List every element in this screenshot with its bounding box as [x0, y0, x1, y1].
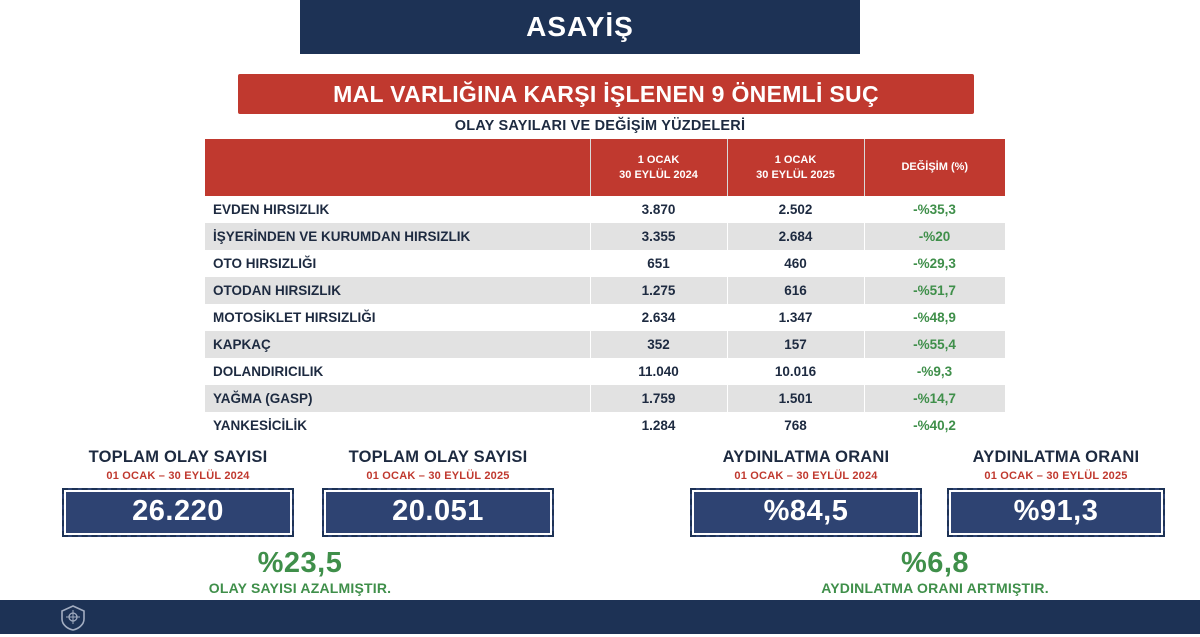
cell-2025: 616 [727, 277, 864, 304]
section-banner [238, 74, 974, 114]
table-row [205, 250, 1005, 277]
table-header-row [205, 139, 1005, 196]
cell-2025: 1.501 [727, 385, 864, 412]
kpi-clearance-rate-2025 [947, 448, 1165, 537]
column-header-change-line1: DEĞİŞİM (%) [901, 161, 969, 174]
footnote-incident-decrease [120, 548, 480, 596]
cell-2024: 1.759 [590, 385, 727, 412]
cell-2025: 157 [727, 331, 864, 358]
cell-offense: OTO HIRSIZLIĞI [205, 250, 590, 277]
footnote-clearance-increase [725, 548, 1145, 596]
table-row [205, 358, 1005, 385]
column-header-2025-line2: 30 EYLÜL 2025 [756, 168, 835, 181]
page-title: ASAYİŞ [526, 11, 634, 42]
statistics-table [205, 139, 1006, 439]
cell-change: -%48,9 [864, 304, 1005, 331]
cell-2024: 651 [590, 250, 727, 277]
statistics-table-container [205, 139, 1005, 439]
column-header-2025-line1: 1 OCAK [774, 153, 817, 166]
table-row [205, 304, 1005, 331]
table-row [205, 223, 1005, 250]
cell-change: -%29,3 [864, 250, 1005, 277]
footer-bar [0, 600, 1200, 634]
kpi-title: AYDINLATMA ORANI [972, 448, 1140, 466]
cell-2025: 1.347 [727, 304, 864, 331]
cell-2025: 768 [727, 412, 864, 439]
cell-change: -%14,7 [864, 385, 1005, 412]
cell-change: -%55,4 [864, 331, 1005, 358]
kpi-date-range: 01 OCAK – 30 EYLÜL 2025 [984, 470, 1128, 482]
cell-offense: YAĞMA (GASP) [205, 385, 590, 412]
left-margin [0, 0, 10, 634]
cell-2025: 10.016 [727, 358, 864, 385]
cell-change: -%51,7 [864, 277, 1005, 304]
column-header-2024-line1: 1 OCAK [637, 153, 680, 166]
column-header-2024-line2: 30 EYLÜL 2024 [619, 168, 698, 181]
header-banner [300, 0, 860, 54]
table-body [205, 196, 1005, 439]
cell-change: -%9,3 [864, 358, 1005, 385]
cell-2024: 1.284 [590, 412, 727, 439]
cell-2024: 3.355 [590, 223, 727, 250]
cell-offense: MOTOSİKLET HIRSIZLIĞI [205, 304, 590, 331]
cell-2024: 2.634 [590, 304, 727, 331]
cell-offense: DOLANDIRICILIK [205, 358, 590, 385]
kpi-clearance-rate-2024 [690, 448, 922, 537]
kpi-date-range: 01 OCAK – 30 EYLÜL 2024 [106, 470, 250, 482]
cell-offense: KAPKAÇ [205, 331, 590, 358]
kpi-total-incidents-2025 [322, 448, 554, 537]
cell-offense: EVDEN HIRSIZLIK [205, 196, 590, 223]
cell-2024: 352 [590, 331, 727, 358]
footnote-value: %23,5 [257, 547, 343, 579]
column-header-2024 [590, 139, 727, 196]
cell-offense: İŞYERİNDEN VE KURUMDAN HIRSIZLIK [205, 223, 590, 250]
table-row [205, 385, 1005, 412]
cell-2024: 1.275 [590, 277, 727, 304]
kpi-date-range: 01 OCAK – 30 EYLÜL 2024 [734, 470, 878, 482]
table-row [205, 277, 1005, 304]
emblem-icon [58, 604, 88, 632]
kpi-value: %84,5 [690, 488, 922, 537]
table-row [205, 331, 1005, 358]
cell-change: -%40,2 [864, 412, 1005, 439]
cell-2025: 2.502 [727, 196, 864, 223]
section-banner-text: MAL VARLIĞINA KARŞI İŞLENEN 9 ÖNEMLİ SUÇ [333, 80, 879, 107]
table-row [205, 412, 1005, 439]
kpi-value: %91,3 [947, 488, 1165, 537]
cell-2024: 11.040 [590, 358, 727, 385]
footnote-text: AYDINLATMA ORANI ARTMIŞTIR. [821, 580, 1049, 597]
kpi-date-range: 01 OCAK – 30 EYLÜL 2025 [366, 470, 510, 482]
cell-2025: 2.684 [727, 223, 864, 250]
kpi-title: AYDINLATMA ORANI [722, 448, 890, 466]
table-row [205, 196, 1005, 223]
footnote-text: OLAY SAYISI AZALMIŞTIR. [208, 580, 392, 597]
kpi-title: TOPLAM OLAY SAYISI [88, 448, 268, 466]
kpi-total-incidents-2024 [62, 448, 294, 537]
cell-change: -%35,3 [864, 196, 1005, 223]
footnote-value: %6,8 [900, 547, 970, 579]
cell-2025: 460 [727, 250, 864, 277]
column-header-offense [205, 139, 590, 196]
sub-caption: OLAY SAYILARI VE DEĞİŞİM YÜZDELERİ [454, 118, 746, 134]
column-header-change [864, 139, 1005, 196]
cell-offense: YANKESİCİLİK [205, 412, 590, 439]
cell-change: -%20 [864, 223, 1005, 250]
table-header [205, 139, 1005, 196]
kpi-value: 20.051 [322, 488, 554, 537]
kpi-value: 26.220 [62, 488, 294, 537]
kpi-title: TOPLAM OLAY SAYISI [348, 448, 528, 466]
cell-2024: 3.870 [590, 196, 727, 223]
column-header-2025 [727, 139, 864, 196]
cell-offense: OTODAN HIRSIZLIK [205, 277, 590, 304]
